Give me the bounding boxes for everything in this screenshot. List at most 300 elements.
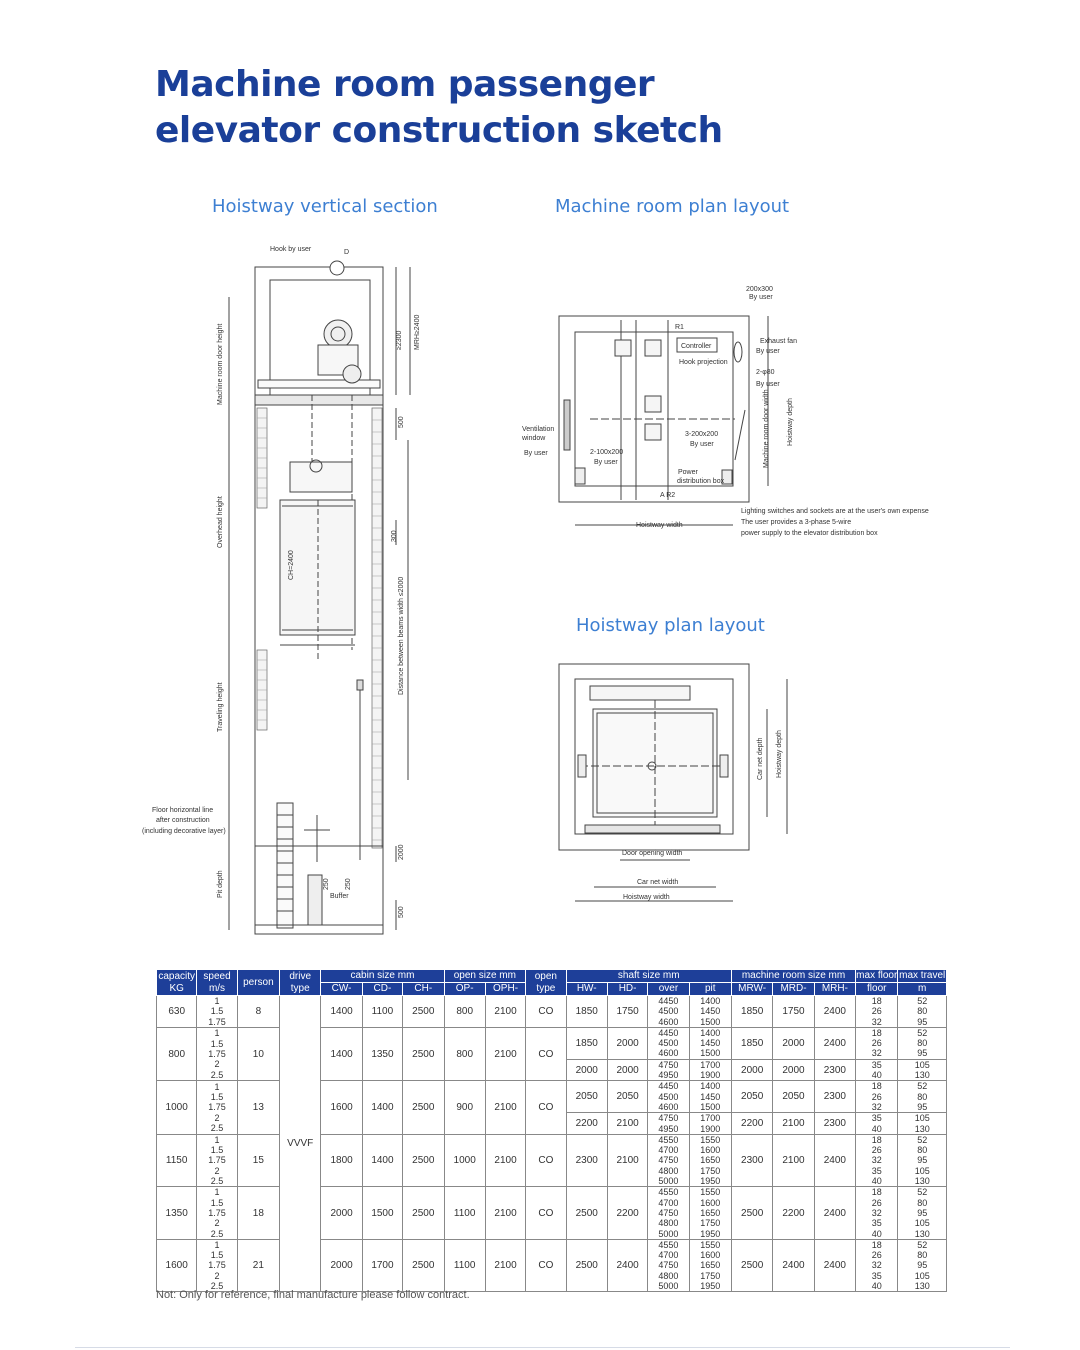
h500-top-label: 500 [398, 416, 405, 428]
cell-oph: 2100 [485, 1081, 525, 1134]
d-label: D [344, 249, 350, 256]
table-row [157, 1134, 947, 1186]
vent-size-label: 200x300 [746, 286, 773, 293]
cell-type: CO [526, 996, 566, 1028]
cell-travel-item: 95 [917, 1101, 928, 1112]
th-cd: CD- [362, 983, 402, 996]
th-hd: HD- [607, 983, 647, 996]
hoistway-vertical-section-title: Hoistway vertical section [212, 196, 438, 217]
mr-door-height-label: Machine room door height [217, 323, 224, 405]
cell-pit-item: 1600 [700, 1250, 721, 1261]
cell-floor [856, 1027, 898, 1059]
cell-travel-item: 52 [917, 1027, 928, 1038]
cell-hw: 1850 [566, 1027, 607, 1059]
cell-floor-item: 26 [871, 1145, 882, 1156]
table-row [157, 1239, 947, 1291]
cell-travel-item: 105 [914, 1270, 930, 1281]
th-cabin: cabin size mm [321, 970, 444, 983]
cell-travel-item: 52 [917, 1239, 928, 1250]
cell-travel-item: 80 [917, 1250, 928, 1261]
cell-travel-item: 105 [914, 1218, 930, 1229]
cell-floor [856, 1187, 898, 1239]
cell-over-item: 4600 [658, 1101, 679, 1112]
cell-mrh: 2300 [814, 1081, 855, 1113]
cell-pit [689, 1081, 731, 1113]
car-top-frame [290, 462, 352, 492]
cell-op: 1100 [444, 1187, 485, 1239]
cell-speed-item: 2 [214, 1218, 220, 1229]
cell-pit-item: 1650 [700, 1207, 721, 1218]
cell-hw: 2300 [566, 1134, 607, 1186]
cell-travel-item: 95 [917, 1155, 928, 1166]
th-m: m [898, 983, 947, 996]
ventilation-window-label: Ventilation [522, 426, 555, 433]
cell-over-item: 4550 [658, 1239, 679, 1250]
cell-ch: 2500 [403, 1239, 444, 1291]
th-floor: floor [856, 983, 898, 996]
hook-icon [330, 261, 344, 275]
note-lighting-label: Lighting switches and sockets are at the user's own expense [741, 508, 929, 515]
cell-over [648, 1027, 689, 1059]
ar2-label: A R2 [660, 492, 676, 499]
mr-door-width-label: Machine room door width [763, 389, 770, 468]
cell-speed [197, 996, 237, 1028]
cell-floor-item: 26 [871, 1038, 882, 1049]
exhaust-fan-label: Exhaust fan [760, 338, 797, 345]
th-ch: CH- [403, 983, 444, 996]
car-net-width-label: Car net width [637, 879, 679, 886]
mr-hoistway-width-label: Hoistway width [636, 522, 683, 529]
cell-travel-item: 95 [917, 1260, 928, 1271]
exhaust-by-user-label: By user [756, 348, 780, 355]
cell-floor-item: 26 [871, 1006, 882, 1017]
cell-floor-item: 40 [871, 1176, 882, 1187]
cell-hd: 2000 [607, 1059, 647, 1081]
traction-machine [324, 320, 352, 348]
cell-pit [689, 1027, 731, 1059]
cell-hd: 2100 [607, 1113, 647, 1135]
cell-speed-item: 1.75 [208, 1155, 226, 1166]
mrh-2300-label: ≥2300 [396, 330, 403, 350]
cell-cw: 2000 [321, 1239, 362, 1291]
cell-travel-item: 80 [917, 1091, 928, 1102]
cell-travel-item: 52 [917, 996, 928, 1006]
mrh-2400-label: MRH≥2400 [414, 314, 421, 350]
hook-label: Hook by user [270, 246, 312, 253]
r1-label: R1 [675, 324, 684, 331]
cell-travel-item: 130 [914, 1281, 930, 1292]
pit-depth-label: Pit depth [217, 870, 224, 898]
cell-pit [689, 1059, 731, 1081]
cell-pit-item: 1700 [700, 1059, 721, 1070]
cell-over-item: 4500 [658, 1006, 679, 1017]
cell-pit-item: 1750 [700, 1270, 721, 1281]
cell-mrw: 2050 [731, 1081, 772, 1113]
cell-over-item: 4500 [658, 1038, 679, 1049]
cell-mrw: 2000 [731, 1059, 772, 1081]
exhaust-fan-icon [734, 342, 742, 362]
cell-op: 800 [444, 996, 485, 1028]
cell-speed-item: 1.5 [210, 1145, 224, 1156]
cell-speed-item: 1.75 [208, 1102, 226, 1113]
cell-over-item: 4600 [658, 1016, 679, 1027]
pit-ladder [277, 803, 293, 928]
cell-cd: 1100 [362, 996, 402, 1028]
buffer-label: Buffer [330, 893, 349, 900]
h2000-label: 2000 [398, 844, 405, 860]
cell-speed-item: 1 [214, 1028, 220, 1039]
holes-200-label: 3-200x200 [685, 431, 719, 438]
phi80-label: 2-φ80 [756, 369, 775, 376]
h500-bottom-label: 500 [398, 906, 405, 918]
table-row [157, 1027, 947, 1059]
cell-mrh: 2300 [814, 1113, 855, 1135]
cell-pit-item: 1950 [700, 1281, 721, 1292]
cell-type: CO [526, 1027, 566, 1080]
cell-pit [689, 1134, 731, 1186]
cell-pit-item: 1400 [700, 1027, 721, 1038]
cell-capacity: 1600 [157, 1239, 197, 1291]
cell-over-item: 5000 [658, 1228, 679, 1239]
cell-speed-item: 2 [214, 1112, 220, 1123]
cell-over [648, 1134, 689, 1186]
th-speed: speed m/s [197, 970, 237, 996]
phi80-by-user-label: By user [756, 381, 780, 388]
cell-person: 15 [237, 1134, 279, 1186]
cell-type: CO [526, 1134, 566, 1186]
power-box-label-2: distribution box [677, 478, 725, 485]
cell-travel-item: 80 [917, 1145, 928, 1156]
cell-over-item: 4950 [658, 1123, 679, 1134]
hoistway-plan-title: Hoistway plan layout [576, 615, 765, 636]
cell-pit-item: 1900 [700, 1070, 721, 1081]
cell-ch: 2500 [403, 1134, 444, 1186]
cell-over [648, 1113, 689, 1135]
th-max-floor: max floor [856, 970, 898, 981]
cell-floor-item: 18 [871, 1081, 882, 1092]
hp-hoistway-width-label: Hoistway width [623, 894, 670, 901]
th-mrd: MRD- [773, 983, 814, 996]
cell-cw: 1400 [321, 996, 362, 1028]
controller-label: Controller [681, 343, 712, 350]
hook-projection-label: Hook projection [679, 359, 728, 366]
cell-floor-item: 40 [871, 1281, 882, 1292]
cell-speed [197, 1187, 237, 1239]
cell-floor-item: 35 [871, 1059, 882, 1070]
cell-mrd: 2400 [773, 1239, 814, 1291]
cell-floor-item: 26 [871, 1197, 882, 1208]
cell-travel-item: 52 [917, 1134, 928, 1145]
note-power-label: The user provides a 3-phase 5-wire [741, 519, 852, 526]
holes-100-label: 2-100x200 [590, 449, 624, 456]
cell-mrd: 2100 [773, 1134, 814, 1186]
cell-capacity: 800 [157, 1027, 197, 1080]
footnote: Not: Only for reference, final manufacture please follow contract. [156, 1289, 470, 1301]
cell-speed-item: 1 [214, 996, 220, 1006]
cell-over [648, 1059, 689, 1081]
note-power-label-2: power supply to the elevator distribution box [741, 530, 878, 537]
cell-floor-item: 35 [871, 1270, 882, 1281]
door-opening-width-label: Door opening width [622, 850, 683, 857]
cell-floor [856, 996, 898, 1028]
cell-pit-item: 1400 [700, 996, 721, 1006]
cell-op: 800 [444, 1027, 485, 1080]
cell-over-item: 4750 [658, 1155, 679, 1166]
cell-mrh: 2400 [814, 1027, 855, 1059]
cell-floor-item: 35 [871, 1218, 882, 1229]
cell-speed-item: 2.5 [210, 1123, 224, 1134]
th-over: over [648, 983, 689, 996]
cell-floor [856, 1113, 898, 1135]
cell-hd: 1750 [607, 996, 647, 1028]
cell-person: 13 [237, 1081, 279, 1134]
cell-speed-item: 1.5 [210, 1092, 224, 1103]
cell-speed-item: 2.5 [210, 1281, 224, 1292]
cell-travel-item: 95 [917, 1048, 928, 1059]
cell-floor-item: 26 [871, 1091, 882, 1102]
cell-mrw: 2500 [731, 1239, 772, 1291]
cell-pit-item: 1550 [700, 1134, 721, 1145]
hp-hoistway-depth-label: Hoistway depth [776, 730, 783, 778]
cell-over-item: 4800 [658, 1218, 679, 1229]
cell-over-item: 4750 [658, 1059, 679, 1070]
cell-hd: 2050 [607, 1081, 647, 1113]
cell-floor-item: 18 [871, 1134, 882, 1145]
footer-divider [75, 1347, 1010, 1348]
cell-floor-item: 32 [871, 1155, 882, 1166]
cell-speed-item: 1 [214, 1134, 220, 1145]
cell-mrw: 2500 [731, 1187, 772, 1239]
cell-over-item: 4800 [658, 1270, 679, 1281]
cell-over-item: 5000 [658, 1281, 679, 1292]
th-mrh: MRH- [814, 983, 855, 996]
title-line-2: elevator construction sketch [155, 110, 723, 151]
cell-op: 1000 [444, 1134, 485, 1186]
cell-floor-item: 32 [871, 1016, 882, 1027]
th-shaft: shaft size mm [566, 970, 731, 983]
cell-speed-item: 1.5 [210, 1197, 224, 1208]
cell-speed [197, 1239, 237, 1291]
cell-floor-item: 18 [871, 1187, 882, 1198]
holes-200-by-user-label: By user [690, 441, 714, 448]
cell-speed [197, 1134, 237, 1186]
power-box-label: Power [678, 469, 698, 476]
cell-hw: 2000 [566, 1059, 607, 1081]
cell-floor-item: 40 [871, 1123, 882, 1134]
cell-travel-item: 130 [914, 1070, 930, 1081]
cell-oph: 2100 [485, 1027, 525, 1080]
cell-over-item: 4700 [658, 1197, 679, 1208]
cell-type: CO [526, 1187, 566, 1239]
cell-speed-item: 2.5 [210, 1069, 224, 1080]
cell-oph: 2100 [485, 1134, 525, 1186]
cell-person: 10 [237, 1027, 279, 1080]
cell-ch: 2500 [403, 1187, 444, 1239]
spec-table [156, 969, 947, 1292]
vent-by-user-label: By user [749, 294, 773, 301]
th-mrw: MRW- [731, 983, 772, 996]
cell-pit-item: 1400 [700, 1081, 721, 1092]
cell-cw: 1800 [321, 1134, 362, 1186]
cell-mrd: 2100 [773, 1113, 814, 1135]
cell-speed-item: 2 [214, 1165, 220, 1176]
cell-travel-item: 80 [917, 1038, 928, 1049]
cell-floor-item: 32 [871, 1048, 882, 1059]
cell-speed-item: 2 [214, 1059, 220, 1070]
cell-ch: 2500 [403, 996, 444, 1028]
cell-drive-type: VVVF [280, 996, 321, 1292]
cell-pit [689, 1113, 731, 1135]
cell-floor-item: 40 [871, 1070, 882, 1081]
title-line-1: Machine room passenger [155, 64, 655, 105]
cell-cd: 1500 [362, 1187, 402, 1239]
cell-pit-item: 1900 [700, 1123, 721, 1134]
cell-floor-item: 35 [871, 1113, 882, 1124]
cell-over-item: 4550 [658, 1187, 679, 1198]
h250a-label: 250 [323, 878, 330, 890]
cell-over-item: 4600 [658, 1048, 679, 1059]
ventilation-window [564, 400, 570, 450]
cell-capacity: 630 [157, 996, 197, 1028]
cell-floor-item: 18 [871, 1239, 882, 1250]
th-pit: pit [689, 983, 731, 996]
cell-over-item: 4750 [658, 1260, 679, 1271]
cell-over-item: 4450 [658, 1027, 679, 1038]
cell-mrd: 2000 [773, 1027, 814, 1059]
cell-speed-item: 1.75 [208, 1207, 226, 1218]
after-construction-label: after construction [156, 817, 210, 824]
cell-person: 18 [237, 1187, 279, 1239]
cell-speed-item: 1.5 [210, 1006, 224, 1017]
cell-hd: 2100 [607, 1134, 647, 1186]
machine-room-plan-title: Machine room plan layout [555, 196, 790, 217]
cell-pit [689, 1239, 731, 1291]
cell-capacity: 1350 [157, 1187, 197, 1239]
cell-pit-item: 1500 [700, 1101, 721, 1112]
cell-pit-item: 1500 [700, 1016, 721, 1027]
cell-over [648, 1081, 689, 1113]
car-net-depth-label: Car net depth [757, 737, 764, 780]
cell-travel-item: 52 [917, 1081, 928, 1092]
cell-hw: 2050 [566, 1081, 607, 1113]
cell-floor-item: 18 [871, 996, 882, 1006]
cell-pit-item: 1450 [700, 1006, 721, 1017]
mr-hoistway-depth-label: Hoistway depth [787, 398, 794, 446]
th-hw: HW- [566, 983, 607, 996]
cell-mrh: 2300 [814, 1059, 855, 1081]
cell-person: 8 [237, 996, 279, 1028]
th-open-type: open type [526, 970, 566, 996]
overhead-height-label: Overhead height [217, 496, 224, 548]
cell-speed-item: 2 [214, 1270, 220, 1281]
cell-pit-item: 1650 [700, 1260, 721, 1271]
cell-over-item: 4700 [658, 1145, 679, 1156]
cell-travel [898, 996, 947, 1028]
cell-hd: 2200 [607, 1187, 647, 1239]
cell-pit-item: 1950 [700, 1176, 721, 1187]
cell-mrw: 2200 [731, 1113, 772, 1135]
th-op: OP- [444, 983, 485, 996]
cell-over-item: 5000 [658, 1176, 679, 1187]
cell-speed-item: 2.5 [210, 1228, 224, 1239]
cell-pit [689, 1187, 731, 1239]
cell-speed-item: 1.75 [208, 1260, 226, 1271]
cell-travel-item: 95 [917, 1016, 928, 1027]
cell-speed-item: 1.75 [208, 1016, 226, 1027]
th-max-travel: max travel [899, 970, 946, 981]
cell-floor [856, 1239, 898, 1291]
machine-base [258, 380, 380, 388]
cell-speed-item: 1 [214, 1187, 220, 1198]
cell-speed [197, 1081, 237, 1134]
cell-over [648, 1239, 689, 1291]
cell-travel-item: 130 [914, 1228, 930, 1239]
cell-over-item: 4800 [658, 1165, 679, 1176]
cell-over-item: 4450 [658, 1081, 679, 1092]
th-open-size: open size mm [444, 970, 526, 983]
h300-label: 300 [391, 530, 398, 542]
cell-cw: 1600 [321, 1081, 362, 1134]
cell-capacity: 1000 [157, 1081, 197, 1134]
cell-mrh: 2400 [814, 1134, 855, 1186]
cell-mrw: 1850 [731, 1027, 772, 1059]
traveling-height-label: Traveling height [217, 682, 224, 732]
beam-distance-label: Distance between beams width ≤2000 [398, 576, 405, 695]
th-cw: CW- [321, 983, 362, 996]
cell-floor-item: 32 [871, 1260, 882, 1271]
cell-person: 21 [237, 1239, 279, 1291]
cell-speed-item: 1 [214, 1081, 220, 1092]
cell-pit [689, 996, 731, 1028]
ch-label: CH=2400 [288, 550, 295, 580]
cell-travel [898, 1187, 947, 1239]
table-row [157, 996, 947, 1028]
cell-cd: 1700 [362, 1239, 402, 1291]
cell-travel [898, 1113, 947, 1135]
cell-mrh: 2400 [814, 1239, 855, 1291]
cell-oph: 2100 [485, 996, 525, 1028]
cell-travel [898, 1239, 947, 1291]
cell-floor [856, 1081, 898, 1113]
holes-100-by-user-label: By user [594, 459, 618, 466]
cell-pit-item: 1700 [700, 1113, 721, 1124]
cell-hw: 2200 [566, 1113, 607, 1135]
cell-travel-item: 130 [914, 1123, 930, 1134]
cell-pit-item: 1550 [700, 1187, 721, 1198]
cell-mrh: 2400 [814, 1187, 855, 1239]
cell-cw: 2000 [321, 1187, 362, 1239]
cell-cw: 1400 [321, 1027, 362, 1080]
cell-travel-item: 52 [917, 1187, 928, 1198]
buffer [308, 875, 322, 925]
cell-over [648, 1187, 689, 1239]
cell-speed-item: 2.5 [210, 1176, 224, 1187]
cell-floor-item: 32 [871, 1207, 882, 1218]
cell-cd: 1400 [362, 1081, 402, 1134]
cell-hw: 2500 [566, 1187, 607, 1239]
cell-mrw: 2300 [731, 1134, 772, 1186]
cell-travel-item: 105 [914, 1165, 930, 1176]
cell-hw: 2500 [566, 1239, 607, 1291]
cell-ch: 2500 [403, 1027, 444, 1080]
cell-type: CO [526, 1081, 566, 1134]
cell-speed-item: 1.5 [210, 1250, 224, 1261]
cell-speed-item: 1.75 [208, 1048, 226, 1059]
cell-floor-item: 32 [871, 1101, 882, 1112]
cell-hw: 1850 [566, 996, 607, 1028]
cell-pit-item: 1600 [700, 1145, 721, 1156]
cell-pit-item: 1750 [700, 1218, 721, 1229]
